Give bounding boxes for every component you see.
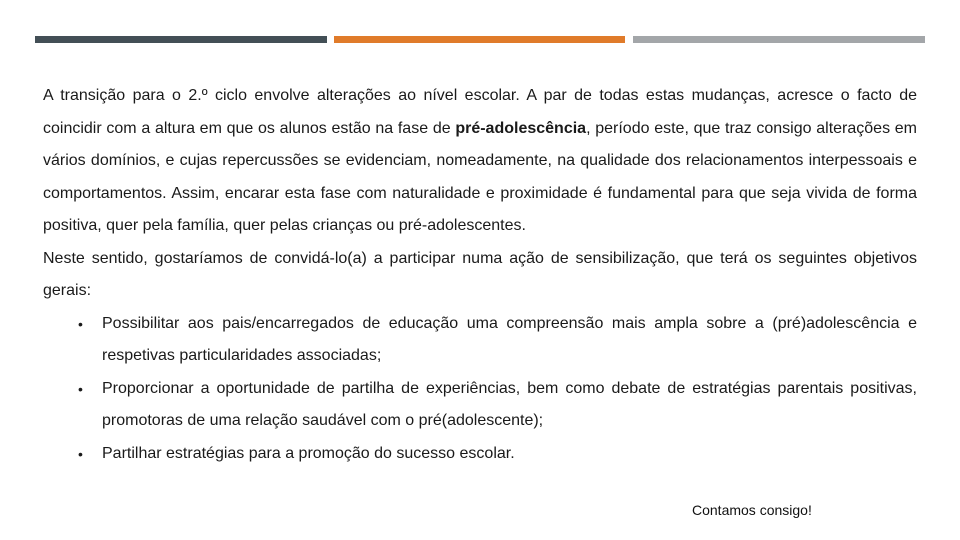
intro-paragraph <box>43 80 917 243</box>
list-item <box>43 373 917 438</box>
invitation-paragraph: Neste sentido, gostaríamos de convidá-lo(a) a participar numa ação de sensibilização, que terá os seguintes objetivos gerais: <box>43 249 917 299</box>
header-bar-orange <box>334 36 625 43</box>
list-item <box>43 438 917 471</box>
list-item <box>43 308 917 373</box>
objective-text: Partilhar estratégias para a promoção do sucesso escolar. <box>102 444 515 462</box>
bullet-icon: • <box>78 445 83 462</box>
intro-text-end: , período este, que traz consigo alterações em vários domínios, e cujas repercussões se evidenciam, nomeadamente, na qualidade dos relacionamentos interpessoais e comportamentos. Assim, encarar esta fase com naturalidade e proximidade é fundamental para que seja vivida de forma positiva, quer pela família, quer pelas crianças ou pré-adolescentes. <box>43 119 918 234</box>
objective-text: Proporcionar a oportunidade de partilha de experiências, bem como debate de estratégias parentais positivas, promotoras de uma relação saudável com o pré(adolescente); <box>102 379 917 429</box>
bullet-icon: • <box>78 315 83 332</box>
intro-emphasis: pré-adolescência <box>455 119 587 137</box>
bullet-icon: • <box>78 380 83 397</box>
closing-text: Contamos consigo! <box>692 502 812 518</box>
header-bar-dark <box>35 36 327 43</box>
slide-body <box>43 80 917 470</box>
objective-text: Possibilitar aos pais/encarregados de educação uma compreensão mais ampla sobre a (pré)adolescência e respetivas particularidades associadas; <box>102 314 917 364</box>
header-bar-gray <box>633 36 925 43</box>
header-decoration-bars <box>35 36 925 43</box>
objectives-list <box>43 308 917 471</box>
intro-text-start: A transição para o 2.º ciclo envolve alterações ao nível escolar. A par de todas estas mudanças, acresce o facto de coincidir com a altura em que os alunos estão na fase de <box>43 87 917 137</box>
